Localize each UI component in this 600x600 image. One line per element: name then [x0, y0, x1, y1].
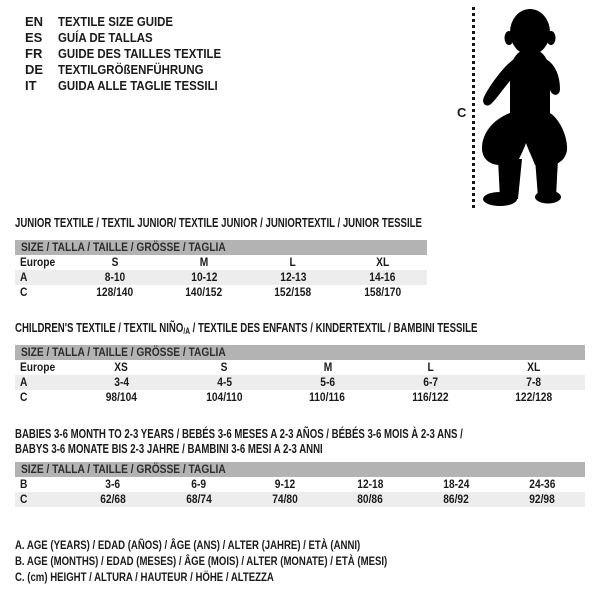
- table-cell-text: 80/86: [357, 492, 384, 506]
- table-row: [15, 285, 427, 300]
- table-cell: [242, 477, 328, 492]
- table-row: [15, 477, 585, 492]
- table-cell-text: 4-5: [217, 375, 232, 389]
- table-cell: [159, 255, 248, 270]
- section-babies-textile: [15, 426, 585, 507]
- row-label-text: A: [20, 270, 28, 284]
- table-cell: [159, 270, 248, 285]
- table-cell-text: 6-9: [191, 477, 207, 491]
- row-label: [15, 492, 70, 507]
- table-cell: [499, 492, 585, 507]
- language-row-fr: [25, 46, 243, 62]
- table-row: [15, 375, 585, 390]
- table-cell: [173, 390, 276, 405]
- table-cell-text: 10-12: [190, 270, 217, 284]
- row-label-text: C: [20, 390, 28, 404]
- table-cell-text: 12-13: [280, 270, 307, 284]
- row-label-text: C: [20, 285, 28, 299]
- table-cell: [413, 492, 499, 507]
- language-list: [25, 14, 243, 94]
- table-cell: [338, 285, 427, 300]
- table-cell: [249, 255, 338, 270]
- language-code: IT: [25, 78, 37, 93]
- table-cell: [482, 360, 585, 375]
- table-cell-text: 24-36: [529, 477, 556, 491]
- table-cell: [242, 492, 328, 507]
- row-label: [15, 360, 70, 375]
- table-cell-text: 110/116: [309, 390, 346, 404]
- table-cell: [276, 390, 379, 405]
- row-label: [15, 270, 70, 285]
- row-label: [15, 477, 70, 492]
- table-cell: [499, 477, 585, 492]
- table-cell-text: 14-16: [369, 270, 396, 284]
- table-cell-text: 18-24: [443, 477, 470, 491]
- size-table-junior: [15, 255, 427, 300]
- table-cell-text: 7-8: [526, 375, 541, 389]
- row-label: [15, 390, 70, 405]
- table-row: [15, 360, 585, 375]
- language-row-en: [25, 14, 243, 30]
- row-label: [15, 255, 70, 270]
- language-code: FR: [25, 46, 43, 61]
- table-row: [15, 492, 585, 507]
- row-label: [15, 285, 70, 300]
- table-cell: [70, 477, 156, 492]
- language-row-it: [25, 78, 243, 94]
- footnote-b: B. AGE (MONTHS) / EDAD (MESES) / ÂGE (MOIS) / ALTER (MONATE) / ETÀ (MESI): [15, 554, 388, 568]
- toddler-silhouette-icon: [480, 7, 570, 207]
- table-cell: [70, 285, 159, 300]
- row-label-text: A: [20, 375, 28, 389]
- row-label-text: Europe: [20, 360, 56, 374]
- table-cell: [379, 375, 482, 390]
- size-table-children: [15, 360, 585, 405]
- table-cell: [379, 360, 482, 375]
- table-cell: [70, 270, 159, 285]
- table-cell: [249, 285, 338, 300]
- language-row-de: [25, 62, 243, 78]
- table-cell: [70, 492, 156, 507]
- table-cell: [156, 492, 242, 507]
- table-cell: [70, 375, 173, 390]
- table-cell-text: 12-18: [357, 477, 384, 491]
- footnote-c: C. (cm) HEIGHT / ALTURA / HAUTEUR / HÖHE / ALTEZZA: [15, 570, 274, 584]
- language-title: GUIDE DES TAILLES TEXTILE: [58, 46, 222, 61]
- table-cell: [70, 360, 173, 375]
- row-label-text: B: [20, 477, 28, 491]
- table-cell-text: S: [111, 255, 119, 269]
- table-cell-text: M: [323, 360, 332, 374]
- language-code: ES: [25, 30, 43, 45]
- table-cell-text: 128/140: [96, 285, 134, 299]
- table-cell: [338, 255, 427, 270]
- table-cell: [338, 270, 427, 285]
- table-cell-text: 68/74: [185, 492, 212, 506]
- table-cell-text: 86/92: [443, 492, 469, 506]
- language-row-es: [25, 30, 243, 46]
- table-cell: [276, 375, 379, 390]
- table-cell-text: 3-6: [105, 477, 121, 491]
- table-cell-text: XS: [114, 360, 129, 374]
- table-row: [15, 270, 427, 285]
- table-cell-text: 5-6: [320, 375, 335, 389]
- size-header-bar: SIZE / TALLA / TAILLE / GRÖSSE / TAGLIA: [15, 240, 427, 255]
- table-cell: [70, 255, 159, 270]
- table-row: [15, 390, 585, 405]
- table-cell-text: M: [199, 255, 209, 269]
- section-children-textile: [15, 321, 585, 405]
- section-title: JUNIOR TEXTILE / TEXTIL JUNIOR/ TEXTILE JUNIOR / JUNIORTEXTIL / JUNIOR TESSILE: [15, 215, 422, 230]
- table-cell-text: XL: [375, 255, 389, 269]
- table-cell-text: L: [290, 255, 297, 269]
- section-junior-textile: [15, 216, 427, 300]
- table-cell-text: 8-10: [104, 270, 125, 284]
- table-cell-text: S: [221, 360, 228, 374]
- table-cell: [173, 375, 276, 390]
- table-cell-text: 98/104: [105, 390, 138, 404]
- table-cell-text: XL: [526, 360, 541, 374]
- table-cell-text: L: [427, 360, 434, 374]
- height-c-label: C: [457, 105, 467, 120]
- table-cell-text: 74/80: [271, 492, 298, 506]
- language-title: TEXTILE SIZE GUIDE: [58, 14, 174, 29]
- table-cell: [70, 390, 173, 405]
- height-dotted-line: [472, 7, 475, 208]
- language-code: DE: [25, 62, 44, 77]
- table-cell-text: 140/152: [185, 285, 223, 299]
- table-cell-text: 152/158: [274, 285, 312, 299]
- table-cell-text: 116/122: [412, 390, 449, 404]
- size-header-bar: SIZE / TALLA / TAILLE / GRÖSSE / TAGLIA: [15, 345, 585, 360]
- table-cell-text: 62/68: [100, 492, 126, 506]
- table-cell: [482, 390, 585, 405]
- height-measure-figure: [455, 5, 587, 213]
- row-label-text: Europe: [20, 255, 56, 269]
- size-table-babies: [15, 477, 585, 507]
- table-cell: [156, 477, 242, 492]
- footnote-a: A. AGE (YEARS) / EDAD (AÑOS) / ÂGE (ANS) / ALTER (JAHRE) / ETÀ (ANNI): [15, 538, 361, 552]
- table-cell-text: 3-4: [114, 375, 129, 389]
- section-title: CHILDREN'S TEXTILE / TEXTIL NIÑO/A / TEXTILE DES ENFANTS / KINDERTEXTIL / BAMBINI TESSILE: [15, 320, 478, 336]
- table-cell: [249, 270, 338, 285]
- table-cell: [276, 360, 379, 375]
- table-cell: [482, 375, 585, 390]
- table-cell-text: 92/98: [529, 492, 555, 506]
- table-cell: [173, 360, 276, 375]
- footnotes: [15, 537, 480, 585]
- row-label: [15, 375, 70, 390]
- table-cell: [327, 477, 413, 492]
- language-code: EN: [25, 14, 44, 29]
- table-cell-text: 9-12: [274, 477, 295, 491]
- table-cell: [413, 477, 499, 492]
- table-cell: [159, 285, 248, 300]
- table-row: [15, 255, 427, 270]
- table-cell: [327, 492, 413, 507]
- language-title: GUÍA DE TALLAS: [58, 30, 153, 45]
- language-title: TEXTILGRÖßENFÜHRUNG: [58, 62, 204, 77]
- table-cell: [379, 390, 482, 405]
- section-title-line2: BABYS 3-6 MONATE BIS 2-3 JAHRE / BAMBINI 3-6 MESI A 2-3 ANNI: [15, 441, 323, 456]
- language-title: GUIDA ALLE TAGLIE TESSILI: [58, 78, 218, 93]
- size-header-bar: SIZE / TALLA / TAILLE / GRÖSSE / TAGLIA: [15, 462, 585, 477]
- table-cell-text: 104/110: [206, 390, 243, 404]
- table-cell-text: 122/128: [515, 390, 552, 404]
- table-cell-text: 6-7: [423, 375, 438, 389]
- table-cell-text: 158/170: [363, 285, 401, 299]
- row-label-text: C: [20, 492, 28, 506]
- section-title-line1: BABIES 3-6 MONTH TO 2-3 YEARS / BEBÉS 3-6 MESES A 2-3 AÑOS / BÉBÉS 3-6 MOIS À 2-3 ANS /: [15, 426, 463, 441]
